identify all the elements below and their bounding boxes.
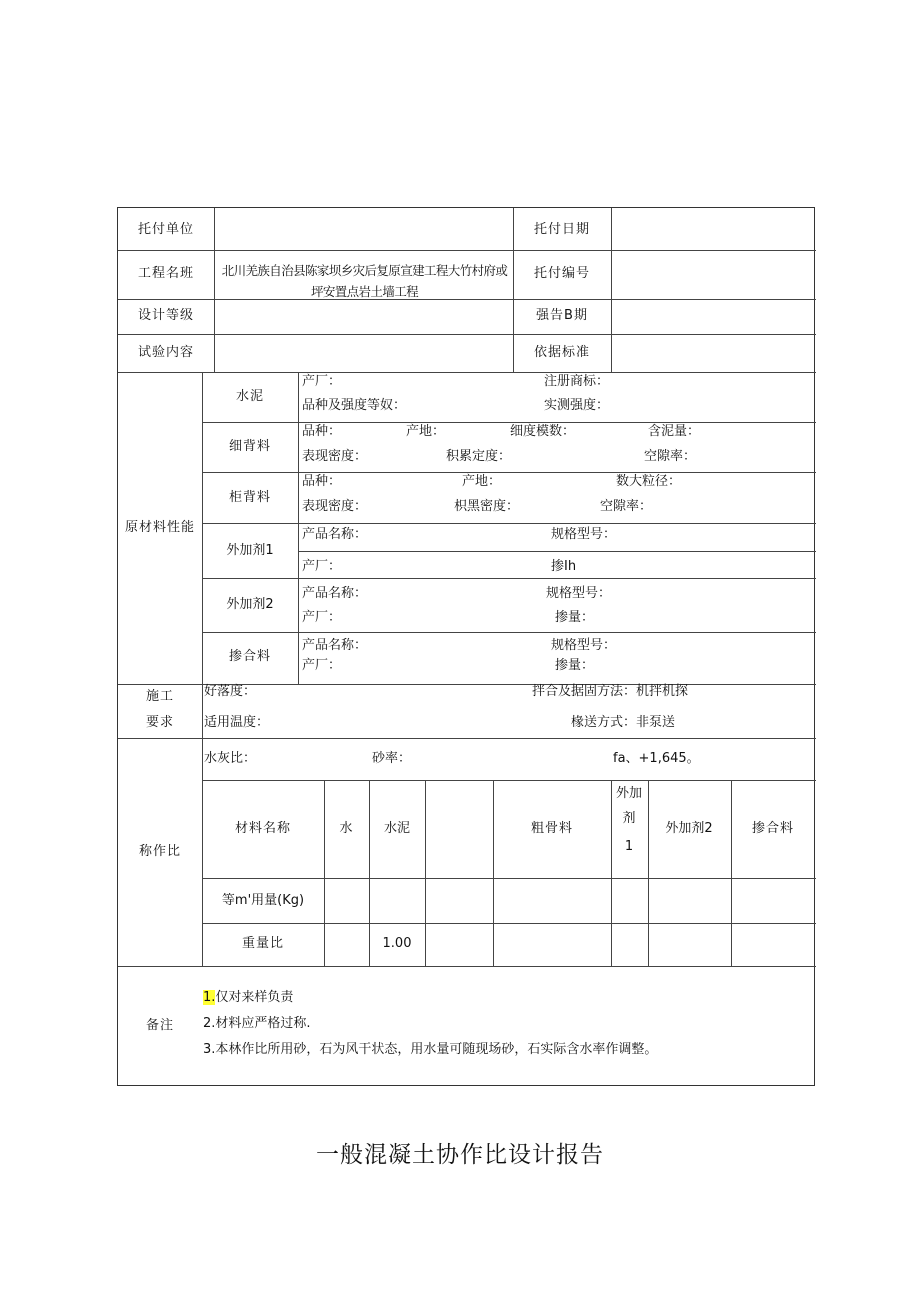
fine-apparent-density: 表现密度： — [302, 449, 368, 464]
date-label: 托付日期 — [533, 222, 591, 237]
cement-measured-strength: 实测强度： — [544, 398, 610, 413]
coarse-variety: 品种： — [302, 474, 342, 489]
col-adm1-line2: 剂 — [622, 811, 636, 826]
mineral-product: 产品名称： — [302, 638, 368, 653]
construction-label-1: 施工 — [145, 689, 175, 704]
client-label: 托付单位 — [137, 222, 195, 237]
admixture2-manufacturer: 产厂： — [302, 610, 342, 625]
notes-label: 备注 — [145, 1018, 175, 1033]
coarse-max-size: 数大粒径： — [616, 474, 682, 489]
col-adm1-line3: 1 — [624, 839, 634, 854]
mix-section-label: 称作比 — [138, 844, 182, 859]
admixture1-manufacturer: 产厂： — [302, 559, 342, 574]
cement-label: 水泥 — [235, 389, 265, 404]
note-2: 2.材料应严格过称. — [203, 1016, 311, 1031]
sand-ratio: 砂率： — [372, 751, 412, 766]
slump: 好落度： — [204, 684, 257, 699]
wc-ratio: 水灰比： — [204, 751, 257, 766]
note-1-text: 仅对来样负责 — [215, 990, 294, 1005]
standard-label: 依据标准 — [533, 345, 591, 360]
test-label: 试验内容 — [137, 345, 195, 360]
transport-method: 椽送方式：非泵送 — [571, 715, 676, 730]
note-1-number: 1. — [203, 990, 216, 1005]
coarse-apparent-density: 表现密度： — [302, 499, 368, 514]
coarse-void-ratio: 空隙率： — [600, 499, 653, 514]
col-cement: 水泥 — [383, 821, 411, 836]
report-date-label: 强告B期 — [536, 308, 588, 323]
fine-aggregate-label: 细背料 — [228, 439, 272, 454]
number-label: 托付编号 — [533, 266, 591, 281]
fine-void-ratio: 空隙率： — [644, 449, 697, 464]
coarse-aggregate-label: 柜背料 — [228, 490, 272, 505]
materials-section-label: 原材料性能 — [124, 520, 196, 535]
row-ratio-label: 重量比 — [241, 936, 285, 951]
fine-bulk-density: 积累定度： — [446, 449, 512, 464]
coarse-bulk-density: 枳黑密度： — [454, 499, 520, 514]
project-label: 工程名班 — [137, 266, 195, 281]
mineral-manufacturer: 产厂： — [302, 658, 342, 673]
mineral-label: 掺合料 — [228, 649, 272, 664]
admixture1-dosage: 掺Ih — [551, 559, 577, 574]
construction-label-2: 要求 — [145, 715, 175, 730]
cement-trademark: 注册商标： — [544, 374, 610, 389]
fine-variety: 品种： — [302, 424, 342, 439]
col-water: 水 — [339, 821, 353, 836]
mineral-spec: 规格型号： — [551, 638, 617, 653]
ratio-cement-value: 1.00 — [382, 936, 412, 951]
note-1 — [203, 990, 293, 1006]
fine-fineness: 细度模数： — [510, 424, 576, 439]
admixture1-product: 产品名称： — [302, 527, 368, 542]
col-mineral: 掺合料 — [751, 821, 795, 836]
cement-manufacturer: 产厂： — [302, 374, 342, 389]
fine-mud-content: 含泥量： — [648, 424, 701, 439]
fine-origin: 产地： — [406, 424, 446, 439]
strength-formula: fa、+1,645。 — [613, 751, 700, 766]
cement-grade: 品种及强度等奴： — [302, 398, 407, 413]
temperature: 适用温度： — [204, 715, 270, 730]
col-adm2: 外加剂2 — [665, 821, 713, 836]
admixture1-spec: 规格型号： — [551, 527, 617, 542]
mineral-dosage: 掺量： — [555, 658, 595, 673]
admixture2-spec: 规格型号： — [546, 586, 612, 601]
col-material-name: 材料名称 — [234, 821, 292, 836]
note-3: 3.本林作比所用砂，石为风干状态，用水量可随现场砂，石实际含水率作调整。 — [203, 1042, 658, 1057]
col-coarse: 粗骨料 — [530, 821, 574, 836]
admixture2-label: 外加剂2 — [226, 597, 274, 612]
row-amount-label: 等m'用量(Kg) — [221, 893, 305, 908]
admixture2-dosage: 掺量： — [555, 610, 595, 625]
col-adm1-line1: 外加 — [615, 786, 643, 801]
grade-label: 设计等级 — [137, 308, 195, 323]
coarse-origin: 产地： — [462, 474, 502, 489]
admixture1-label: 外加剂1 — [226, 543, 274, 558]
project-value: 北川羌族自治县陈家坝乡灾后复原宣建工程大竹村府或坪安置点岩土墙工程 — [221, 263, 508, 299]
report-title: 一般混凝土协作比设计报告 — [316, 1142, 604, 1168]
mixing-method: 拌合及据固方法：机拌机探 — [532, 684, 689, 699]
admixture2-product: 产品名称： — [302, 586, 368, 601]
mix-design-form — [117, 207, 815, 1086]
